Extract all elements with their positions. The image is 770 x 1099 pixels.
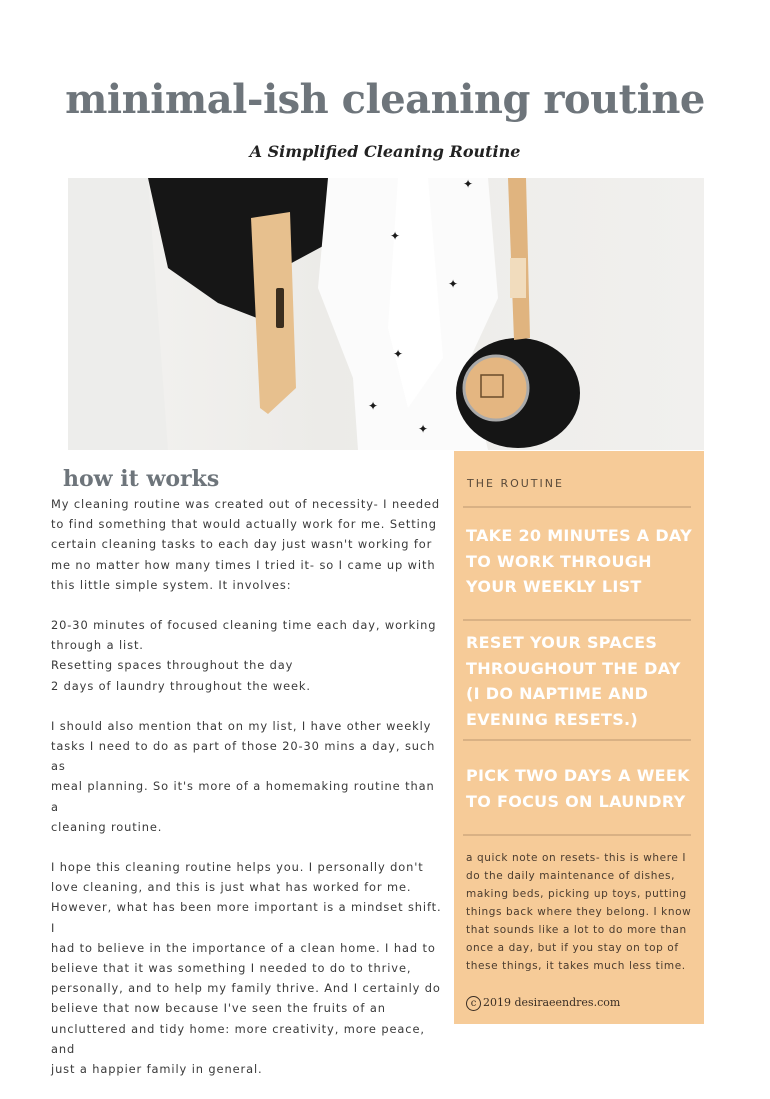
copyright (466, 996, 620, 1011)
text-line: love cleaning, and this is just what has worked for me. (51, 880, 412, 895)
text-line: believe that now because I've seen the fruits of an (51, 1001, 386, 1016)
svg-text:✦: ✦ (393, 347, 404, 361)
routine-panel (454, 451, 704, 1024)
divider (463, 506, 691, 508)
svg-text:✦: ✦ (418, 422, 429, 436)
brushes-illustration (68, 178, 704, 450)
text-line: certain cleaning tasks to each day just wasn't working for (51, 537, 433, 552)
how-it-works-text (51, 494, 443, 1099)
text-line: this little simple system. It involves: (51, 577, 292, 592)
divider (463, 834, 691, 836)
text-line: just a happier family in general. (51, 1062, 263, 1077)
intro-paragraph (51, 494, 443, 595)
text-line: through a list. (51, 638, 144, 653)
routine-label: THE ROUTINE (467, 477, 564, 490)
page-title: minimal-ish cleaning routine (65, 76, 705, 123)
text-line: 20-30 minutes of focused cleaning time each day, working (51, 618, 437, 633)
copyright-text: 2019 desiraeendres.com (483, 996, 621, 1009)
text-line: to find something that would actually work for me. Setting (51, 517, 437, 532)
text-line: Resetting spaces throughout the day (51, 658, 294, 673)
svg-text:✦: ✦ (368, 399, 379, 413)
text-line: I hope this cleaning routine helps you. I personally don't (51, 860, 424, 875)
text-line: 2 days of laundry throughout the week. (51, 678, 311, 693)
hero-photo (68, 178, 704, 450)
page-subtitle: A Simplified Cleaning Routine (249, 142, 521, 161)
routine-step-2: RESET YOUR SPACES THROUGHOUT THE DAY (I DO NAPTIME AND EVENING RESETS.) (466, 633, 681, 729)
list-paragraph (51, 615, 443, 696)
closing-paragraph (51, 857, 443, 1079)
text-line: me no matter how many times I tried it- so I came up with (51, 557, 436, 572)
divider (463, 619, 691, 621)
text-line: meal planning. So it's more of a homemaking routine than a (51, 779, 435, 814)
divider (463, 739, 691, 741)
svg-text:✦: ✦ (463, 178, 474, 191)
svg-text:✦: ✦ (448, 277, 459, 291)
copyright-icon: c (466, 996, 481, 1011)
text-line: uncluttered and tidy home: more creativity, more peace, and (51, 1021, 425, 1056)
text-line: cleaning routine. (51, 819, 163, 834)
text-line: I should also mention that on my list, I have other weekly (51, 718, 432, 733)
svg-text:✦: ✦ (390, 229, 401, 243)
section-heading: how it works (63, 466, 220, 492)
routine-step-3: PICK TWO DAYS A WEEK TO FOCUS ON LAUNDRY (466, 766, 690, 811)
routine-step-1: TAKE 20 MINUTES A DAY TO WORK THROUGH YOUR WEEKLY LIST (466, 526, 692, 596)
text-line: had to believe in the importance of a clean home. I had to (51, 940, 436, 955)
text-line: tasks I need to do as part of those 20-30 mins a day, such as (51, 739, 436, 774)
text-line: believe that it was something I needed to do to thrive, (51, 961, 412, 976)
text-line: personally, and to help my family thrive. And I certainly do (51, 981, 441, 996)
resets-note: a quick note on resets- this is where I do the daily maintenance of dishes, making beds, picking up toys, putting things back where they belong. I know that sounds like a lot to do more than once a day, but if you stay on top of these things, it takes much less time. (466, 852, 692, 972)
text-line: My cleaning routine was created out of necessity- I needed (51, 497, 441, 511)
mention-paragraph (51, 716, 443, 837)
text-line: However, what has been more important is a mindset shift. I (51, 900, 442, 935)
